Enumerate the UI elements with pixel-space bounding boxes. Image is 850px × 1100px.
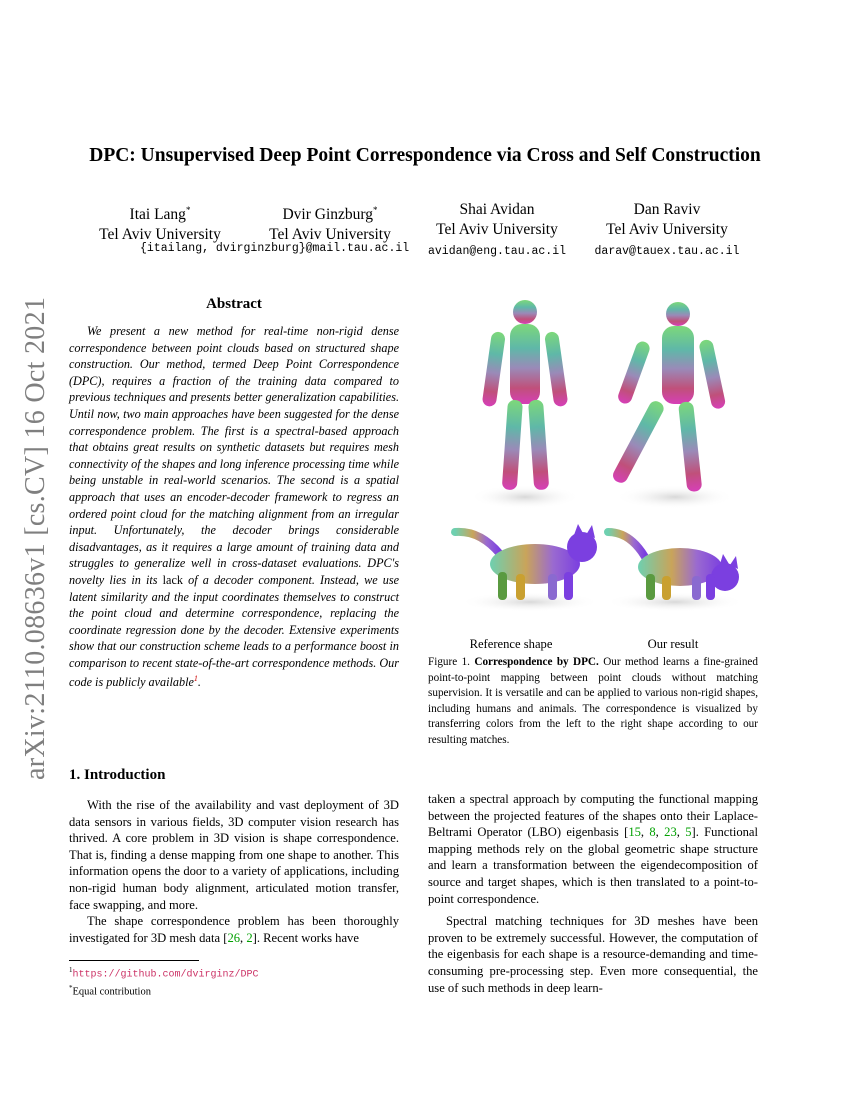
introduction-section <box>69 767 399 946</box>
abstract-end: . <box>197 675 201 690</box>
figure-1-image <box>440 292 760 632</box>
abstract-text-part: of a decoder component. Instead, we use latent similarity and the input coordinates themselves to construct the point cloud and determine correspondence, replacing the coordinate regression done by the decoder. Extensive experiments show that our construction scheme leads to a performance boost in comparison to recent state-of-the-art correspondence methods. Our code is publicly available <box>69 572 400 690</box>
caption-prefix: Figure 1. <box>428 656 470 668</box>
shared-email[interactable]: {itailang, dvirginzburg}@mail.tau.ac.il <box>140 242 410 255</box>
footnotes <box>69 964 399 998</box>
footnote-mark: 1 <box>69 966 73 974</box>
intro-text-part: ]. Recent works have <box>252 930 359 945</box>
author-affiliation: Tel Aviv University <box>606 221 728 238</box>
footnote-text: Equal contribution <box>72 986 151 997</box>
paper-title: DPC: Unsupervised Deep Point Correspondence via Cross and Self Construction <box>89 145 761 166</box>
citation-link[interactable]: 15 <box>628 825 641 840</box>
author-affiliation: Tel Aviv University <box>99 226 221 244</box>
caption-text: Our method learns a fine-grained point-to-point mapping between point clouds without matching supervision. It is versatile and can be applied to various non-rigid shapes, including humans and animals. The correspondence is visualized by transferring colors from the left to the right shape according to our resulting matches. <box>428 656 758 746</box>
introduction-heading: 1. Introduction <box>69 767 166 783</box>
figure-1-caption <box>428 655 758 749</box>
author-mark: * <box>185 205 191 215</box>
caption-bold: Correspondence by DPC. <box>474 656 599 668</box>
intro-paragraph-2 <box>69 913 399 946</box>
author-4 <box>577 200 757 262</box>
author-email[interactable]: darav@tauex.tau.ac.il <box>594 245 740 258</box>
footnote-rule <box>69 960 199 961</box>
arxiv-side-stamp: arXiv:2110.08636v1 [cs.CV] 16 Oct 2021 <box>20 296 51 780</box>
author-affiliation: Tel Aviv University <box>269 226 391 244</box>
intro-right-paragraph-1: taken a spectral approach by computing the functional mapping between the projected features of the shapes onto their Laplace-Beltrami Operator (LBO) eigenbasis [15, 8, 23, 5]. Functional mapping methods rely on the global geometric shape structure and learn a transformation between the eigendecomposition of source and target shapes, which is then translated to a point-to-point correspondence. <box>428 792 759 906</box>
footnote-1 <box>69 964 399 982</box>
abstract-heading: Abstract <box>206 296 262 312</box>
introduction-right-column <box>428 791 758 996</box>
citation-link[interactable]: 2 <box>246 930 253 945</box>
figure-label-reference: Reference shape <box>469 637 553 651</box>
citation-link[interactable]: 23 <box>664 825 677 840</box>
citation-link[interactable]: 5 <box>685 825 692 840</box>
author-email[interactable]: avidan@eng.tau.ac.il <box>427 245 567 258</box>
author-affiliation: Tel Aviv University <box>436 221 558 238</box>
author-name: Dvir Ginzburg <box>282 206 374 224</box>
figure-label-result: Our result <box>647 637 699 651</box>
footnote-mark: * <box>69 983 73 992</box>
intro-text-part: The shape correspondence problem has been thoroughly investigated for 3D mesh data [ <box>69 914 399 945</box>
author-1 <box>70 200 250 245</box>
footnote-ref-1[interactable]: 1 <box>193 674 198 684</box>
abstract-text <box>69 323 399 691</box>
figure-1-graphic <box>440 292 760 632</box>
result-cat-shape <box>605 532 745 612</box>
intro-paragraph-1: With the rise of the availability and vast deployment of 3D data sensors in various fields, 3D computer vision research has thrived. A core problem in 3D vision is shape correspondence. That is, finding a dense mapping from one shape to another. This information opens the door to a variety of applications, including non-rigid human body alignment, articulated motion transfer, face swapping, and more. <box>69 798 399 912</box>
intro-right-paragraph-2: Spectral matching techniques for 3D meshes have been proven to be extremely successful. However, the computation of the eigenbasis for each shape is a resource-demanding and time-consuming pre-processing step. Even more consequential, the use of such methods in deep learn- <box>428 914 758 995</box>
footnote-url[interactable]: https://github.com/dvirginz/DPC <box>72 969 259 981</box>
author-2 <box>240 200 420 245</box>
reference-cat-shape <box>455 524 600 612</box>
author-name: Itai Lang <box>129 206 186 224</box>
abstract-emphasis: lack <box>162 572 183 587</box>
intro-text-part: taken a spectral approach by computing the functional mapping between the projected features of the shapes onto their Laplace-Beltrami Operator (LBO) eigenbasis [ <box>428 792 758 840</box>
author-name: Shai Avidan <box>459 201 535 218</box>
abstract-text-part: We present a new method for real-time non-rigid dense correspondence between point clouds based on structured shape construction. Our method, termed Deep Point Correspondence (DPC), requires a fraction of the training data compared to previous techniques and presents better generalization capabilities. Until now, two main approaches have been suggested for the dense correspondence problem. The first is a spectral-based approach that obtains great results on synthetic datasets but requires mesh connectivity of the shapes and long inference processing time while being unstable in real-world scenarios. The second is a spatial approach that uses an encoder-decoder framework to regress an ordered point cloud for the matching alignment from an irregular input. Unfortunately, the decoder brings considerable disadvantages, as it requires a large amount of training data and struggles to generalize well in cross-dataset evaluations. DPC's novelty lies in its <box>69 324 399 587</box>
author-3 <box>407 200 587 262</box>
citation-link[interactable]: 26 <box>227 930 241 945</box>
result-human-shape <box>611 302 735 509</box>
footnote-2 <box>69 982 399 999</box>
author-name: Dan Raviv <box>633 201 701 218</box>
citation-separator: , <box>240 930 247 945</box>
shared-email-block <box>140 240 410 256</box>
intro-text-part: ]. Functional mapping methods rely on the global geometric shape structure and learn a transformation between the eigendecomposition of source and target shapes, which is then translated to a point-to-point correspondence. <box>428 825 759 906</box>
author-mark: * <box>373 205 378 215</box>
citation-link[interactable]: 8 <box>649 825 656 840</box>
reference-human-shape <box>470 300 580 509</box>
abstract-section <box>69 296 399 691</box>
